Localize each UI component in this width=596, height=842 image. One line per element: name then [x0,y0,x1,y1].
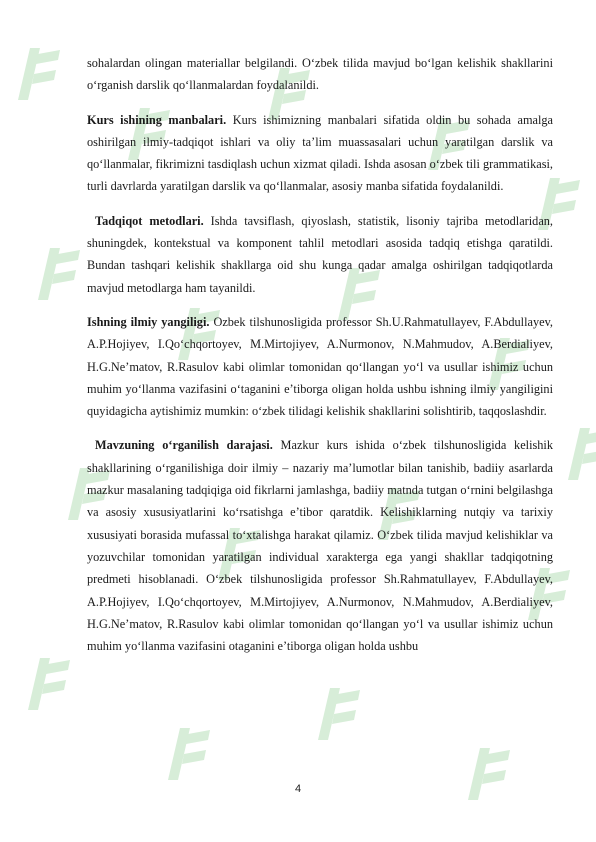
green-logo-watermark-icon [160,720,212,784]
green-logo-watermark-icon [560,420,596,484]
paragraph-text: sohalardan olingan materiallar belgilandi. O‘zbek tilida mavjud bo‘lgan kelishik shakllarini o‘rganish darslik qo‘llanmalardan foydalanildi. [87,56,553,93]
green-logo-watermark-icon [30,240,82,304]
page-body [87,52,553,669]
paragraph-heading: Mavzuning o‘rganilish darajasi. [95,438,273,453]
page-number: 4 [294,783,302,795]
paragraph-text: Mazkur kurs ishida o‘zbek tilshunosligida kelishik shakllarining o‘rganilishiga doir ilmiy – nazariy ma’lumotlar bilan tanishib, badiiy asarlarda mazkur masalaning tadqiqiga oid fikrlarni jamlashga, badiiy matnda tutgan o‘rnini belgilashga va asosiy xususiyatlarini ko‘rsatishga e’tibor qaratdik. Kelishiklarning nutqiy va tarixiy xususiyati borasida mufassal to‘xtalishga harakat qilamiz. O‘zbek tilida mavjud kelishiklar va yozuvchilar tomonidan yaratilgan individual xarakterga ega yangi shakllar tadqiqotning predmeti hisoblanadi. O‘zbek tilshunosligida professor Sh.Rahmatullayev, F.Abdullayev, A.P.Hojiyev, I.Qo‘chqortoyev, M.Mirtojiyev, A.Nurmonov, N.Mahmudov, A.Berdialiyev, H.G.Ne’matov, R.Rasulov kabi olimlar tomonidan qo‘llangan yo‘l va usullar ishimiz uchun muhim yo‘llanma vazifasini otaganini e’tiborga oligan holda ushbu [87,438,553,654]
paragraph-text: Kurs ishimizning manbalari sifatida oldin bu sohada amalga oshirilgan ilmiy-tadqiqot ishlari va oliy ta’lim muassasalari uchun yaratilgan darslik va qo‘llanmalar, fikrimizni tasdiqlash uchun xizmat qiladi. Ishda asosan o‘zbek tili grammatikasi, turli davrlarda yaratilgan darslik va qo‘llanmalar, asosiy manba sifatida foydalanildi. [87,112,553,194]
paragraph-heading: Kurs ishining manbalari. [87,112,227,127]
paragraph-heading: Tadqiqot metodlari. [95,213,204,228]
green-logo-watermark-icon [310,680,362,744]
paragraph-heading: Ishning ilmiy yangiligi. [87,314,210,329]
paragraph-text: Ishda tavsiflash, qiyoslash, statistik, lisoniy tajriba metodlaridan, shuningdek, kontekstual va komponent tahlil metodlari asosida tadqiq etishga qaratildi. Bundan tashqari kelishik shakllarga oid shu kunga qadar amalga oshirilgan tadqiqotlarda mavjud metodlarga ham tayanildi. [87,213,553,295]
green-logo-watermark-icon [20,650,72,714]
paragraph-methods [87,210,553,299]
paragraph-text: Ozbek tilshunosligida professor Sh.U.Rahmatullayev, F.Abdullayev, A.P.Hojiyev, I.Qo‘chqortoyev, M.Mirtojiyev, A.Nurmonov, N.Mahmudov, A.Berdialiyev, H.G.Ne’matov, R.Rasulov kabi olimlar tomonidan qo‘llangan yo‘l va usullar ishimiz uchun muhim yo‘llanma vazifasini o‘taganini e’tiborga oligan holda ushbu ishning ilmiy yangiligini quyidagicha aytishimiz mumkin: o‘zbek tilidagi kelishik shakllarini solishtirib, taqqoslashdir. [87,314,553,419]
paragraph-intro [87,52,553,97]
paragraph-study-level [87,434,553,657]
green-logo-watermark-icon [10,40,62,104]
paragraph-novelty [87,311,553,422]
paragraph-sources [87,109,553,198]
